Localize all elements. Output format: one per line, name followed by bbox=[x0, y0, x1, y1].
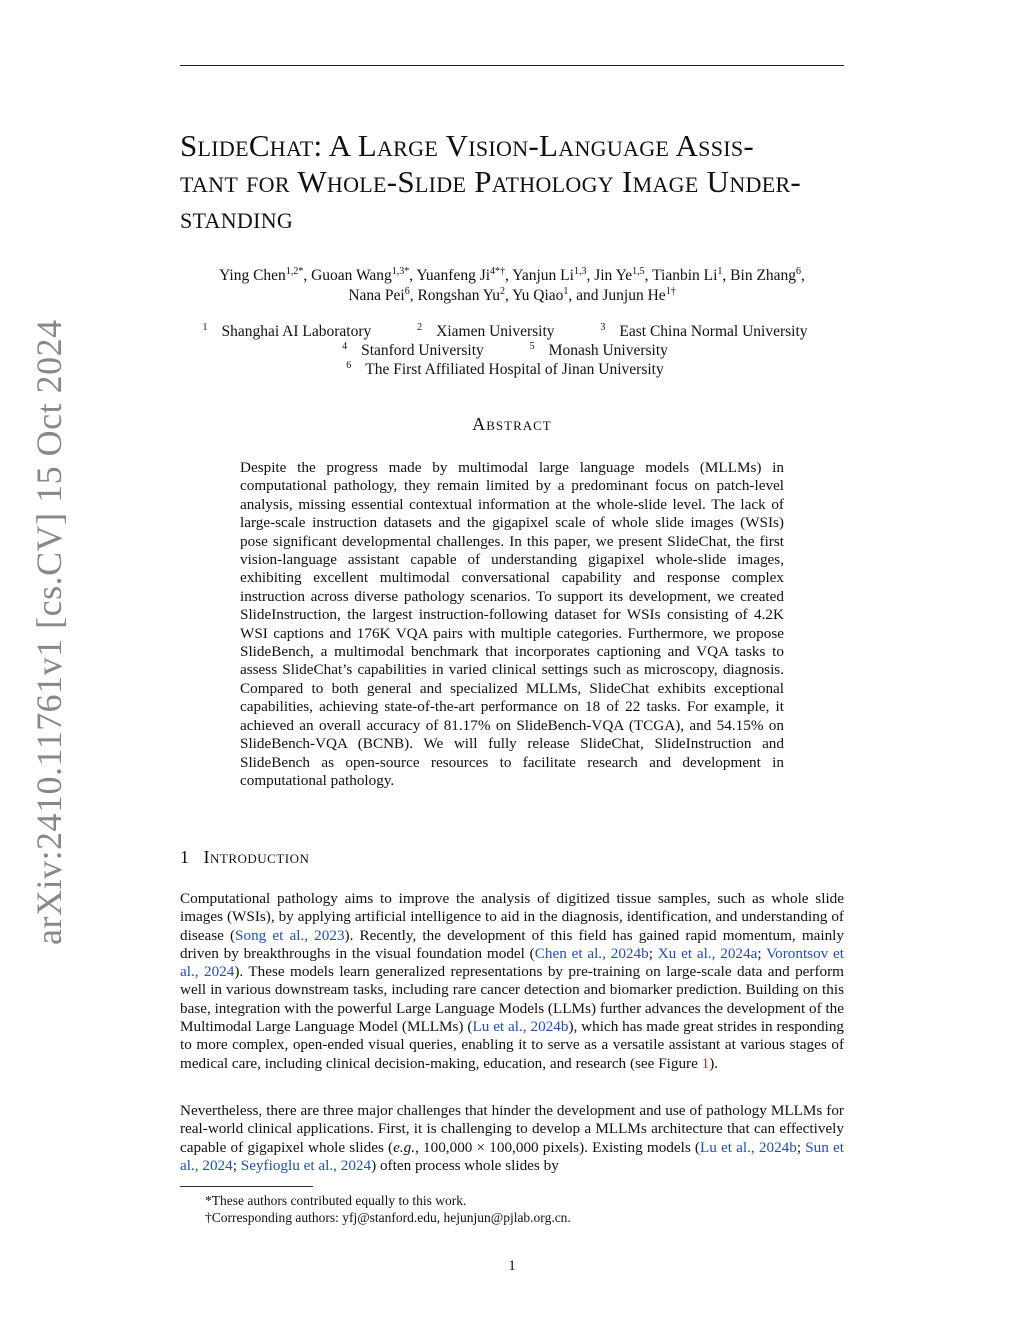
affiliation: $^6$ The First Affiliated Hospital of Jinan University bbox=[346, 359, 664, 378]
author-name: Nana Pei bbox=[348, 287, 405, 304]
citation-link[interactable]: Chen et al., 2024b bbox=[534, 944, 649, 962]
title-line-1: SlideChat: A Large Vision-Language Assis- bbox=[180, 128, 755, 163]
author-affil-sup: 1 bbox=[717, 265, 723, 277]
citation-link[interactable]: Song et al., 2023 bbox=[235, 926, 345, 944]
intro-paragraph-2: Nevertheless, there are three major challenges that hinder the development and use of pathology MLLMs for real-world clinical applications. First, it is challenging to develop a MLLMs architecture that can effectively capable of gigapixel whole slides (e.g., 100,000 × 100,000 pixels). Existing models (Lu et al., 2024b; Sun et al., 2024; Seyfioglu et al., 2024) often process whole slides by bbox=[180, 1102, 844, 1174]
author-name: , Yanjun Li bbox=[505, 267, 574, 284]
affiliation: $^3$ East China Normal University bbox=[600, 321, 808, 340]
section-number: 1 bbox=[180, 847, 190, 867]
affiliation: $^2$ Xiamen University bbox=[417, 321, 555, 340]
page-number: 1 bbox=[508, 1258, 516, 1274]
affiliation: $^4$ Stanford University bbox=[342, 340, 484, 359]
section-heading-introduction bbox=[180, 847, 309, 868]
abstract-body: Despite the progress made by multimodal large language models (MLLMs) in computational pathology, they remain limited by a predominant focus on patch-level analysis, missing essential contextual information at the whole-slide level. The lack of large-scale instruction datasets and the gigapixel scale of whole slide images (WSIs) pose significant developmental challenges. In this paper, we present SlideChat, the first vision-language assistant capable of understanding gigapixel whole-slide images, exhibiting excellent multimodal conversational capability and response complex instruction across diverse pathology scenarios. To support its development, we created SlideInstruction, the largest instruction-following dataset for WSIs consisting of 4.2K WSI captions and 176K VQA pairs with multiple categories. Furthermore, we propose SlideBench, a multimodal benchmark that incorporates captioning and VQA tasks to assess SlideChat’s capabilities in varied clinical settings such as microscopy, diagnosis. Compared to both general and specialized MLLMs, SlideChat exhibits exceptional capabilities, achieving state-of-the-art performance on 18 of 22 tasks. For example, it achieved an overall accuracy of 81.17% on SlideBench-VQA (TCGA), and 54.15% on SlideBench-VQA (BCNB). We will fully release SlideChat, SlideInstruction and SlideBench as open-source resources to facilitate research and development in computational pathology. bbox=[240, 459, 784, 789]
affiliation: $^1$ Shanghai AI Laboratory bbox=[202, 321, 372, 340]
author-list bbox=[160, 266, 864, 306]
author-name: Ying Chen bbox=[219, 267, 286, 284]
citation-link[interactable]: Vorontsov et al., 2024 bbox=[180, 944, 845, 981]
citation-link[interactable]: Lu et al., 2024b bbox=[472, 1018, 569, 1036]
title-line-3: standing bbox=[180, 200, 294, 235]
author-name: , Rongshan Yu bbox=[409, 287, 500, 304]
citation-link[interactable]: Xu et al., 2024a bbox=[657, 944, 758, 962]
author-name: , Jin Ye bbox=[586, 267, 633, 284]
footnotes bbox=[205, 1192, 571, 1226]
paper-title bbox=[180, 128, 844, 236]
citation-link[interactable]: Sun et al., 2024 bbox=[180, 1138, 844, 1174]
author-name: , Bin Zhang bbox=[722, 267, 797, 284]
affiliation: $^5$ Monash University bbox=[529, 340, 668, 359]
author-separator: , bbox=[801, 267, 805, 284]
author-affil-sup: 6 bbox=[404, 285, 410, 297]
author-name: , Guoan Wang bbox=[303, 267, 392, 284]
title-line-2: tant for Whole-Slide Pathology Image Under- bbox=[180, 164, 802, 199]
footnote-corresponding: †Corresponding authors: yfj@stanford.edu, hejunjun@pjlab.org.cn. bbox=[205, 1210, 571, 1225]
author-affil-sup: 1† bbox=[665, 285, 676, 297]
abstract-heading: Abstract bbox=[472, 414, 552, 434]
citation-link[interactable]: Seyfioglu et al., 2024 bbox=[240, 1156, 372, 1174]
author-name: , Tianbin Li bbox=[644, 267, 718, 284]
intro-paragraph-1: Computational pathology aims to improve the analysis of digitized tissue samples, such as whole slide images (WSIs), by applying artificial intelligence to aid in the diagnosis, identification, and understanding of disease (Song et al., 2023). Recently, the development of this field has gained rapid momentum, mainly driven by breakthroughs in the visual foundation model (Chen et al., 2024b; Xu et al., 2024a; Vorontsov et al., 2024). These models learn generalized representations by pre-training on large-scale data and perform well in various downstream tasks, including rare cancer detection and biomarker prediction. Building on this base, integration with the powerful Large Language Models (LLMs) further advances the development of the Multimodal Large Language Model (MLLMs) (Lu et al., 2024b), which has made great strides in responding to more complex, open-ended visual queries, enabling it to serve as a versatile assistant at various stages of medical care, including clinical decision-making, education, and research (see Figure 1). bbox=[180, 890, 845, 1072]
footnote-equal-contribution: *These authors contributed equally to this work. bbox=[205, 1193, 467, 1208]
author-affil-sup: 1,3* bbox=[391, 265, 410, 277]
author-name: , Yuanfeng Ji bbox=[409, 267, 491, 284]
author-name: , and Junjun He bbox=[568, 287, 666, 304]
author-affil-sup: 2 bbox=[499, 285, 505, 297]
arxiv-sidebar-stamp: arXiv:2410.11761v1 [cs.CV] 15 Oct 2024 bbox=[29, 319, 69, 945]
figure-reference-link[interactable]: 1 bbox=[701, 1054, 710, 1072]
author-affil-sup: 1 bbox=[563, 285, 569, 297]
citation-link[interactable]: Lu et al., 2024b bbox=[699, 1138, 797, 1156]
author-affil-sup: 1,2* bbox=[285, 265, 304, 277]
author-affil-sup: 6 bbox=[796, 265, 802, 277]
top-rule bbox=[180, 65, 844, 66]
affiliation-list bbox=[170, 322, 854, 379]
author-affil-sup: 1,3 bbox=[573, 265, 587, 277]
author-affil-sup: 1,5 bbox=[632, 265, 645, 277]
author-name: , Yu Qiao bbox=[504, 287, 564, 304]
section-title: Introduction bbox=[203, 847, 310, 867]
footnote-rule bbox=[180, 1186, 313, 1187]
author-affil-sup: 4*† bbox=[490, 265, 506, 277]
